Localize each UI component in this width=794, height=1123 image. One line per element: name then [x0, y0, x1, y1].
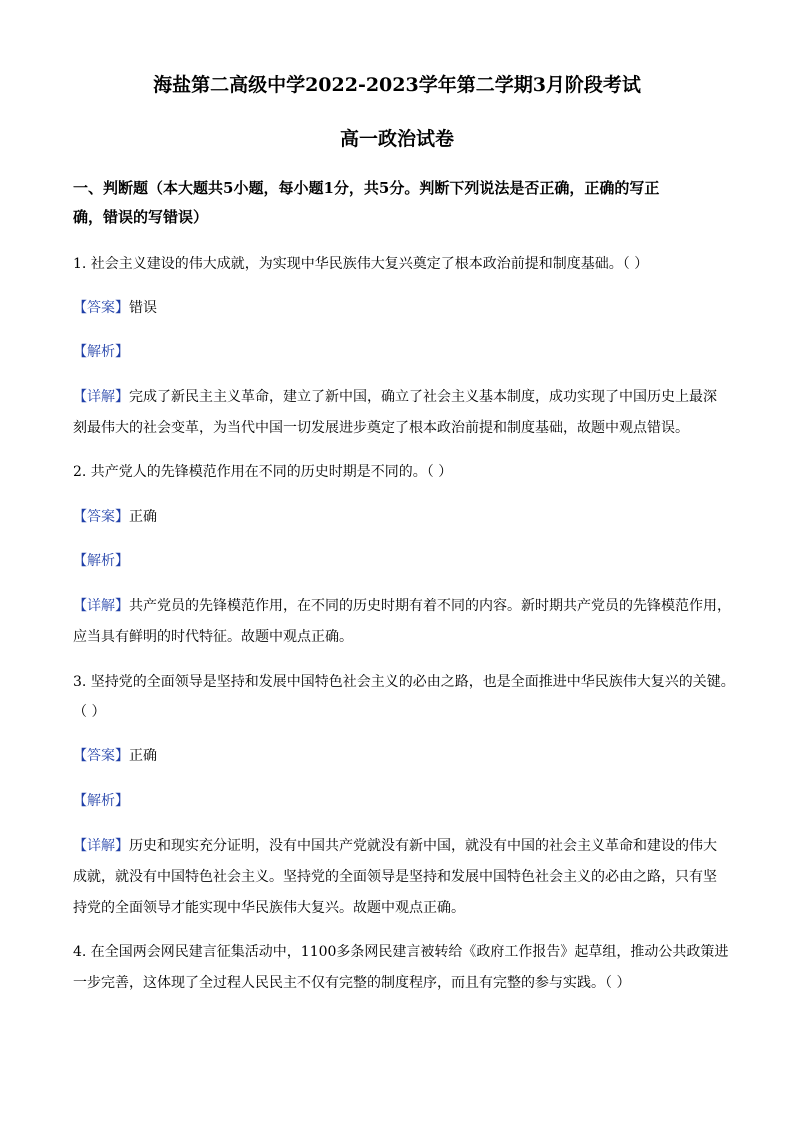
exam-subtitle: 高一政治试卷: [339, 128, 454, 150]
detail-line: 【详解】共产党员的先锋模范作用，在不同的历史时期有着不同的内容。新时期共产党员的先锋模范作用，: [73, 598, 731, 614]
detail-line: 刻最伟大的社会变革，为当代中国一切发展进步奠定了根本政治前提和制度基础，故题中观点错误。: [73, 420, 689, 436]
question-stem-cont: （ ）: [73, 704, 106, 720]
answer-row: [73, 507, 733, 527]
detail-line: 成就，就没有中国特色社会主义。坚持党的全面领导是坚持和发展中国特色社会主义的必由之路，只有坚: [73, 869, 717, 885]
question-stem: 3. 坚持党的全面领导是坚持和发展中国特色社会主义的必由之路，也是全面推进中华民族伟大复兴的关键。: [73, 674, 735, 690]
exam-title: 海盐第二高级中学2022-2023学年第二学期3月阶段考试: [153, 74, 641, 96]
analysis-label: 【解析】: [73, 793, 129, 809]
analysis-label: 【解析】: [73, 344, 129, 360]
answer-label: 【答案】: [73, 509, 129, 525]
answer-value: 正确: [129, 509, 157, 525]
detail-label: 【详解】: [73, 389, 129, 405]
detail-line: 【详解】完成了新民主主义革命，建立了新中国，确立了社会主义基本制度，成功实现了中国历史上最深: [73, 389, 717, 405]
answer-label: 【答案】: [73, 748, 129, 764]
answer-row: [73, 298, 733, 318]
question-stem: 2. 共产党人的先锋模范作用在不同的历史时期是不同的。（ ）: [73, 464, 453, 480]
section-heading: 一、判断题（本大题共5小题，每小题1分，共5分。判断下列说法是否正确，正确的写正: [73, 179, 660, 197]
analysis-label: 【解析】: [73, 553, 129, 569]
question-stem-cont: 一步完善，这体现了全过程人民民主不仅有完整的制度程序，而且有完整的参与实践。（ ）: [73, 975, 631, 991]
answer-value: 正确: [129, 748, 157, 764]
detail-line: 【详解】历史和现实充分证明，没有中国共产党就没有新中国，就没有中国的社会主义革命和建设的伟大: [73, 838, 717, 854]
section-heading-cont: 确，错误的写错误）: [73, 208, 209, 226]
question-stem: 4. 在全国两会网民建言征集活动中，1100多条网民建言被转给《政府工作报告》起草组，推动公共政策进: [73, 944, 729, 960]
answer-value: 错误: [129, 300, 157, 316]
answer-row: [73, 746, 733, 766]
detail-line: 应当具有鲜明的时代特征。故题中观点正确。: [73, 629, 353, 645]
answer-label: 【答案】: [73, 300, 129, 316]
detail-label: 【详解】: [73, 598, 129, 614]
detail-label: 【详解】: [73, 838, 129, 854]
detail-line: 持党的全面领导才能实现中华民族伟大复兴。故题中观点正确。: [73, 900, 465, 916]
question-stem: 1. 社会主义建设的伟大成就，为实现中华民族伟大复兴奠定了根本政治前提和制度基础。（ ）: [73, 256, 649, 272]
